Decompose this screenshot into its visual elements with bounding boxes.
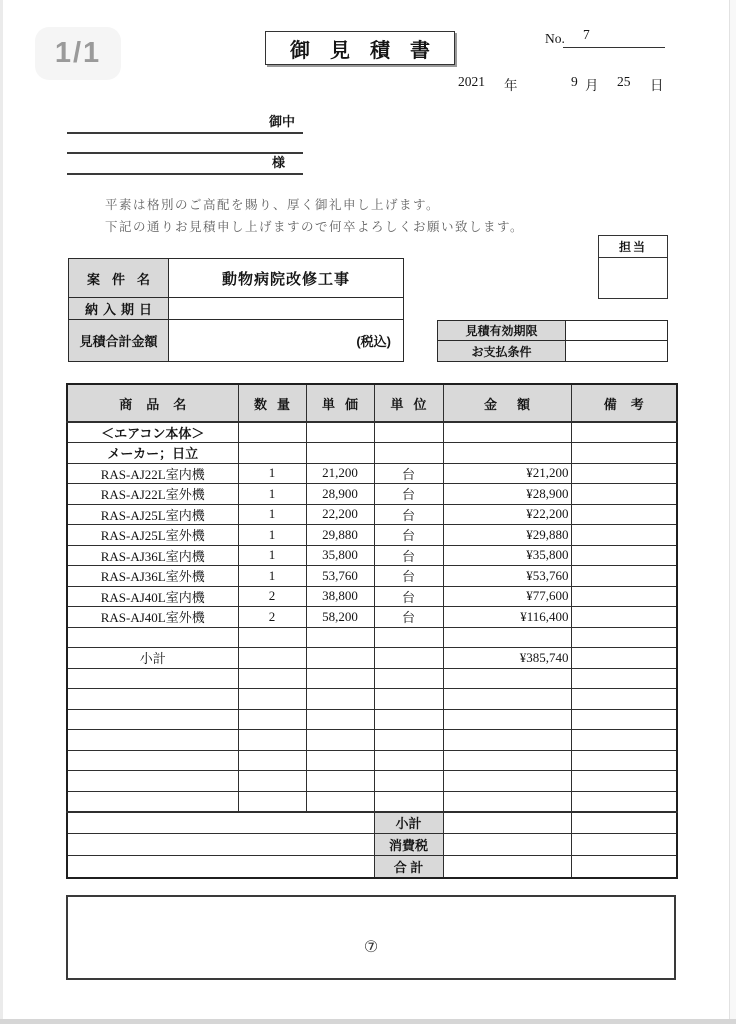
item-amount-cell: ¥116,400: [443, 607, 571, 628]
item-amount-cell: ¥53,760: [443, 566, 571, 587]
item-quantity-cell: [238, 791, 306, 812]
item-quantity-cell: [238, 771, 306, 792]
item-amount-cell: [443, 709, 571, 730]
item-row: [67, 668, 677, 689]
item-unit-price-cell: 38,800: [306, 586, 374, 607]
item-name-cell: [67, 627, 238, 648]
item-unit-cell: 台: [374, 566, 443, 587]
item-unit-cell: [374, 648, 443, 669]
items-table: [66, 383, 678, 879]
item-amount-cell: [443, 771, 571, 792]
remarks-box: [66, 895, 676, 980]
header-remarks: 備考: [571, 384, 677, 422]
item-unit-price-cell: [306, 791, 374, 812]
delivery-date-value: [169, 298, 403, 319]
item-note-cell: [571, 484, 677, 505]
header-amount: 金額: [443, 384, 571, 422]
item-quantity-cell: [238, 443, 306, 464]
item-unit-cell: 台: [374, 504, 443, 525]
item-unit-price-cell: 58,200: [306, 607, 374, 628]
item-row: [67, 566, 677, 587]
totals-merged-cell: [67, 812, 374, 834]
item-unit-cell: 台: [374, 607, 443, 628]
item-amount-cell: [443, 791, 571, 812]
item-unit-cell: [374, 730, 443, 751]
item-quantity-cell: [238, 730, 306, 751]
item-unit-cell: [374, 443, 443, 464]
item-row: [67, 504, 677, 525]
header-unit-price: 単価: [306, 384, 374, 422]
recipient-company-line: [67, 112, 303, 134]
item-amount-cell: ¥28,900: [443, 484, 571, 505]
recipient-company-suffix: 御中: [268, 114, 295, 129]
item-unit-price-cell: [306, 648, 374, 669]
item-unit-price-cell: [306, 422, 374, 443]
items-table-body: [67, 422, 677, 812]
project-name-label: 案件名: [69, 259, 169, 297]
date-year: 2021: [458, 74, 485, 89]
item-quantity-cell: 1: [238, 566, 306, 587]
item-name-cell: [67, 709, 238, 730]
item-note-cell: [571, 689, 677, 710]
totals-note-cell: [571, 834, 677, 856]
item-amount-cell: ¥385,740: [443, 648, 571, 669]
recipient-person-line: [67, 154, 303, 175]
item-row: [67, 607, 677, 628]
item-unit-cell: [374, 771, 443, 792]
item-quantity-cell: 1: [238, 484, 306, 505]
greeting-line-1: 平素は格別のご高配を賜り、厚く御礼申し上げます。: [105, 198, 441, 212]
recipient-blank-line: [67, 134, 303, 154]
item-quantity-cell: [238, 422, 306, 443]
item-name-cell: RAS-AJ40L室内機: [67, 586, 238, 607]
item-amount-cell: [443, 668, 571, 689]
item-unit-cell: 台: [374, 545, 443, 566]
totals-note-cell: [571, 812, 677, 834]
page-indicator-badge: [35, 27, 121, 80]
date-month-label: 月: [585, 78, 599, 93]
payment-terms-row: [438, 341, 667, 361]
item-quantity-cell: 1: [238, 463, 306, 484]
totals-note-cell: [571, 856, 677, 878]
item-unit-price-cell: [306, 627, 374, 648]
item-row: [67, 627, 677, 648]
item-amount-cell: ¥35,800: [443, 545, 571, 566]
project-name-row: [69, 259, 403, 298]
item-note-cell: [571, 566, 677, 587]
item-unit-cell: 台: [374, 463, 443, 484]
project-info-table: [68, 258, 404, 362]
doc-no-label: No.: [545, 31, 565, 46]
item-unit-price-cell: 35,800: [306, 545, 374, 566]
totals-amount-cell: [443, 812, 571, 834]
item-name-cell: [67, 730, 238, 751]
quote-validity-label: 見積有効期限: [438, 321, 566, 340]
item-note-cell: [571, 648, 677, 669]
item-row: [67, 484, 677, 505]
totals-amount-cell: [443, 834, 571, 856]
items-table-grid: [66, 383, 678, 879]
item-name-cell: [67, 771, 238, 792]
total-amount-row: [69, 320, 403, 361]
item-amount-cell: [443, 750, 571, 771]
item-note-cell: [571, 443, 677, 464]
item-row: [67, 709, 677, 730]
item-name-cell: RAS-AJ25L室外機: [67, 525, 238, 546]
page-indicator-text: 1/1: [54, 37, 102, 69]
item-row: [67, 648, 677, 669]
item-unit-price-cell: [306, 709, 374, 730]
item-quantity-cell: [238, 709, 306, 730]
item-note-cell: [571, 504, 677, 525]
totals-label-cell: 小計: [374, 812, 443, 834]
item-name-cell: [67, 791, 238, 812]
payment-terms-value: [566, 341, 667, 361]
item-row: [67, 586, 677, 607]
delivery-date-label: 納入期日: [69, 298, 169, 319]
item-amount-cell: ¥22,200: [443, 504, 571, 525]
totals-label-cell: 合 計: [374, 856, 443, 878]
item-note-cell: [571, 668, 677, 689]
totals-row: [67, 856, 677, 878]
item-name-cell: [67, 750, 238, 771]
item-note-cell: [571, 771, 677, 792]
item-quantity-cell: 2: [238, 586, 306, 607]
date-year-label: 年: [504, 78, 518, 93]
item-name-cell: RAS-AJ25L室内機: [67, 504, 238, 525]
scrollbar-track[interactable]: [729, 0, 736, 1024]
totals-row: [67, 812, 677, 834]
item-row: [67, 730, 677, 751]
item-unit-price-cell: 21,200: [306, 463, 374, 484]
item-quantity-cell: 1: [238, 504, 306, 525]
item-name-cell: RAS-AJ22L室外機: [67, 484, 238, 505]
item-note-cell: [571, 627, 677, 648]
total-amount-tax-note: (税込): [169, 320, 403, 361]
item-unit-price-cell: [306, 668, 374, 689]
project-name-value: 動物病院改修工事: [169, 259, 403, 297]
item-name-cell: RAS-AJ22L室内機: [67, 463, 238, 484]
item-unit-price-cell: [306, 730, 374, 751]
doc-no-value: 7: [563, 27, 665, 48]
item-amount-cell: [443, 689, 571, 710]
item-quantity-cell: [238, 627, 306, 648]
item-unit-cell: 台: [374, 525, 443, 546]
delivery-date-row: [69, 298, 403, 320]
item-amount-cell: [443, 730, 571, 751]
item-row: [67, 525, 677, 546]
item-unit-price-cell: [306, 689, 374, 710]
item-note-cell: [571, 791, 677, 812]
item-unit-price-cell: 28,900: [306, 484, 374, 505]
item-name-cell: 小計: [67, 648, 238, 669]
greeting-line-2: 下記の通りお見積申し上げますので何卒よろしくお願い致します。: [105, 220, 525, 234]
item-row: [67, 750, 677, 771]
item-amount-cell: [443, 422, 571, 443]
item-note-cell: [571, 709, 677, 730]
date-month: 9: [571, 74, 578, 89]
item-quantity-cell: 1: [238, 545, 306, 566]
item-note-cell: [571, 750, 677, 771]
item-amount-cell: [443, 627, 571, 648]
item-name-cell: メーカー；日立: [67, 443, 238, 464]
item-quantity-cell: 2: [238, 607, 306, 628]
totals-amount-cell: [443, 856, 571, 878]
item-unit-price-cell: [306, 771, 374, 792]
item-note-cell: [571, 586, 677, 607]
item-row: [67, 545, 677, 566]
items-table-foot: [67, 812, 677, 878]
item-note-cell: [571, 525, 677, 546]
item-unit-cell: [374, 709, 443, 730]
item-row: [67, 422, 677, 443]
header-unit: 単位: [374, 384, 443, 422]
staff-box: [598, 235, 668, 299]
payment-terms-label: お支払条件: [438, 341, 566, 361]
item-amount-cell: ¥77,600: [443, 586, 571, 607]
items-header-row: [67, 384, 677, 422]
item-note-cell: [571, 422, 677, 443]
item-note-cell: [571, 463, 677, 484]
item-unit-cell: [374, 791, 443, 812]
item-name-cell: [67, 689, 238, 710]
item-row: [67, 689, 677, 710]
item-quantity-cell: [238, 668, 306, 689]
item-note-cell: [571, 607, 677, 628]
item-note-cell: [571, 545, 677, 566]
item-unit-cell: 台: [374, 586, 443, 607]
item-row: [67, 771, 677, 792]
item-name-cell: [67, 668, 238, 689]
quote-validity-row: [438, 321, 667, 341]
item-name-cell: RAS-AJ36L室外機: [67, 566, 238, 587]
quote-validity-value: [566, 321, 667, 340]
item-quantity-cell: [238, 750, 306, 771]
total-amount-label: 見積合計金額: [69, 320, 169, 361]
item-unit-cell: [374, 627, 443, 648]
header-quantity: 数量: [238, 384, 306, 422]
item-unit-price-cell: 53,760: [306, 566, 374, 587]
item-row: [67, 463, 677, 484]
header-product-name: 商品名: [67, 384, 238, 422]
item-quantity-cell: 1: [238, 525, 306, 546]
item-row: [67, 791, 677, 812]
document-title: 御見積書: [290, 39, 450, 62]
totals-row: [67, 834, 677, 856]
item-unit-price-cell: [306, 443, 374, 464]
item-unit-price-cell: 22,200: [306, 504, 374, 525]
item-unit-cell: [374, 668, 443, 689]
item-unit-cell: [374, 689, 443, 710]
item-amount-cell: ¥29,880: [443, 525, 571, 546]
terms-table: [437, 320, 668, 362]
item-unit-cell: [374, 422, 443, 443]
item-row: [67, 443, 677, 464]
item-name-cell: RAS-AJ40L室外機: [67, 607, 238, 628]
item-unit-cell: 台: [374, 484, 443, 505]
item-amount-cell: [443, 443, 571, 464]
page-bottom-edge: [0, 1019, 736, 1024]
item-name-cell: RAS-AJ36L室内機: [67, 545, 238, 566]
totals-merged-cell: [67, 834, 374, 856]
remarks-page-mark: ⑦: [363, 939, 379, 956]
item-quantity-cell: [238, 689, 306, 710]
staff-box-label: 担当: [599, 236, 667, 258]
recipient-person-suffix: 様: [271, 155, 285, 170]
greeting-text: [105, 194, 524, 238]
totals-label-cell: 消費税: [374, 834, 443, 856]
item-quantity-cell: [238, 648, 306, 669]
item-unit-price-cell: [306, 750, 374, 771]
item-note-cell: [571, 730, 677, 751]
item-amount-cell: ¥21,200: [443, 463, 571, 484]
date-day-label: 日: [650, 78, 664, 93]
totals-merged-cell: [67, 856, 374, 878]
date-day: 25: [617, 74, 631, 89]
page-left-edge: [0, 0, 3, 1024]
document-title-box: [265, 31, 455, 65]
item-unit-price-cell: 29,880: [306, 525, 374, 546]
item-unit-cell: [374, 750, 443, 771]
item-name-cell: ＜エアコン本体＞: [67, 422, 238, 443]
